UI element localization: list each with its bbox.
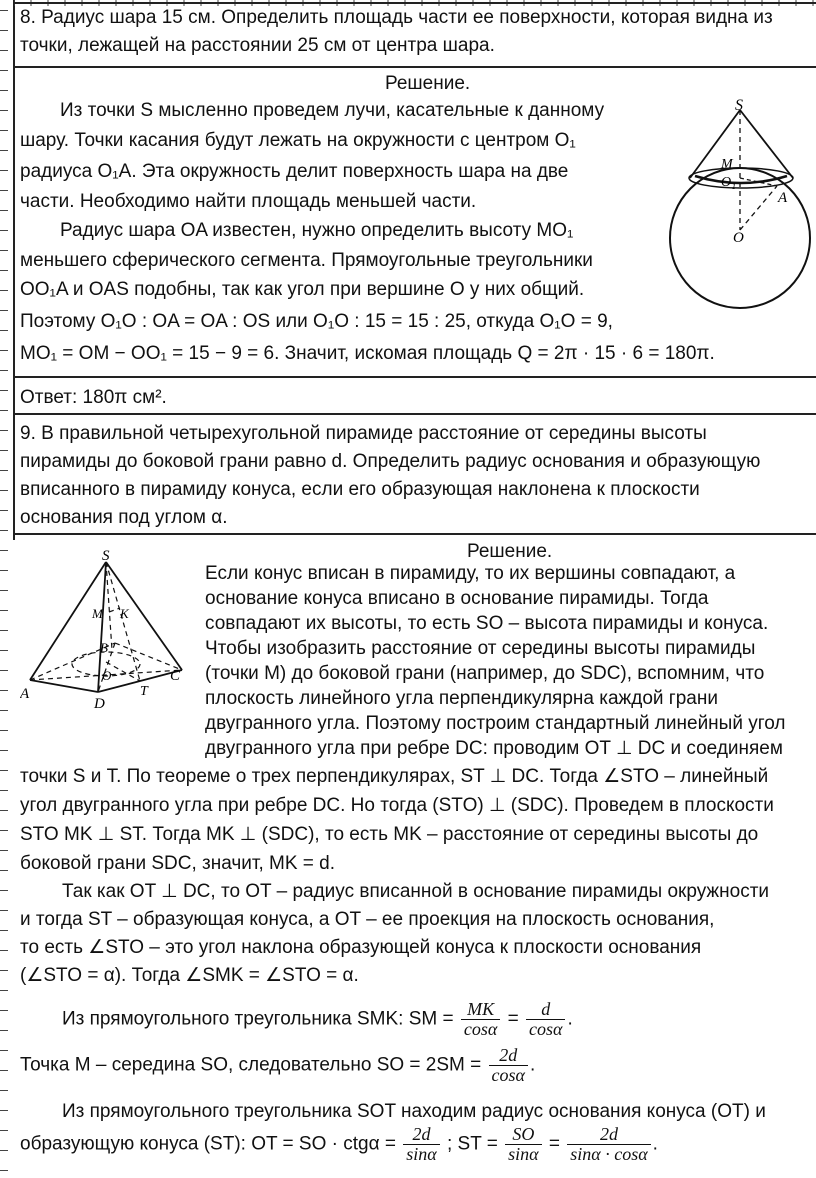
- p9-eq1-frac2: [526, 1000, 565, 1039]
- ruler-tick: [0, 430, 8, 431]
- ruler-tick: [0, 370, 8, 371]
- ruler-tick: [0, 130, 8, 131]
- p9-line-13: Так как OT ⊥ DC, то OT – радиус вписанной в основание пирамиды окружности: [62, 881, 770, 902]
- p8-line-6: меньшего сферического сегмента. Прямоугольные треугольники: [20, 250, 593, 271]
- p9-eq1-den2: cosα: [529, 1018, 563, 1039]
- ruler-tick: [0, 330, 8, 331]
- pyr-label-c: C: [170, 668, 181, 684]
- ruler-tick: [0, 610, 8, 611]
- p9-eq3-text: Из прямоугольного треугольника SOT находим радиус основания конуса (OT) и: [62, 1101, 766, 1122]
- p8-line-4: части. Необходимо найти площадь меньшей части.: [20, 191, 477, 212]
- p8-line-2: шару. Точки касания будут лежать на окружности с центром O₁: [20, 130, 576, 151]
- ruler-tick: [0, 810, 8, 811]
- ruler-tick: [0, 870, 8, 871]
- ruler-tick: [0, 110, 8, 111]
- p8-line-7: OO₁A и OAS подобны, так как угол при вершине O у них общий.: [20, 279, 585, 300]
- p9-eq3-prefix: образующую конуса (ST): OT = SO · ctgα =: [20, 1133, 396, 1155]
- ruler-tick: [0, 530, 8, 531]
- ruler-tick: [0, 390, 8, 391]
- ruler-tick: [0, 790, 8, 791]
- ruler-tick: [0, 550, 8, 551]
- ruler-tick: [0, 510, 8, 511]
- pyr-label-k: K: [120, 606, 129, 621]
- p8-statement-1: 8. Радиус шара 15 см. Определить площадь части ее поверхности, которая видна из: [20, 7, 773, 28]
- p9-divider: [14, 533, 816, 535]
- p9-eq3-den2: sinα: [508, 1143, 539, 1164]
- ruler-tick: [0, 670, 8, 671]
- ruler-tick: [0, 1170, 8, 1171]
- p9-eq1-prefix: Из прямоугольного треугольника SMK: SM =: [62, 1008, 454, 1030]
- sphere-figure: [665, 98, 815, 318]
- ruler-tick: [0, 650, 8, 651]
- ruler-tick: [0, 710, 8, 711]
- p9-eq3-eq: =: [548, 1133, 560, 1155]
- p8-solution-title: Решение.: [385, 73, 471, 94]
- left-ruler: [0, 0, 14, 1178]
- p9-line-9: точки S и T. По теореме о трех перпендикулярах, ST ⊥ DC. Тогда ∠STO – линейный: [20, 766, 769, 787]
- sphere-label-m: M: [721, 157, 733, 172]
- p9-line-2: основание конуса вписано в основание пирамиды. Тогда: [205, 588, 709, 609]
- p9-statement-4: основания под углом α.: [20, 507, 228, 528]
- p9-statement-2: пирамиды до боковой грани равно d. Определить радиус основания и образующую: [20, 451, 761, 472]
- ruler-tick: [0, 1110, 8, 1111]
- ruler-tick: [0, 1070, 8, 1071]
- ruler-tick: [0, 1090, 8, 1091]
- p9-eq2-frac: [489, 1046, 528, 1085]
- ruler-tick: [0, 990, 8, 991]
- p9-eq1-num2: d: [526, 1000, 565, 1020]
- ruler-tick: [0, 150, 8, 151]
- p9-eq2: [20, 1046, 535, 1085]
- p9-eq2-den: cosα: [491, 1064, 525, 1085]
- p9-eq1-eq: =: [507, 1008, 519, 1030]
- p8-answer-divider-bottom: [14, 413, 816, 415]
- ruler-tick: [0, 1050, 8, 1051]
- sphere-label-o1: O₁: [721, 175, 736, 190]
- ruler-tick: [0, 930, 8, 931]
- p8-line-5: Радиус шара OA известен, нужно определить высоту MO₁: [60, 220, 574, 241]
- ruler-tick: [0, 250, 8, 251]
- ruler-tick: [0, 970, 8, 971]
- sphere-label-s: S: [735, 98, 743, 114]
- p8-line-8: Поэтому O₁O : OA = OA : OS или O₁O : 15 = 15 : 25, откуда O₁O = 9,: [20, 311, 613, 332]
- p8-line-3: радиуса O₁A. Эта окружность делит поверхность шара на две: [20, 161, 569, 182]
- ruler-tick: [0, 950, 8, 951]
- p9-eq2-prefix: Точка M – середина SO, следовательно SO = 2SM =: [20, 1054, 482, 1076]
- pyr-label-m: M: [92, 606, 103, 621]
- p9-eq2-num: 2d: [489, 1046, 528, 1066]
- ruler-tick: [0, 630, 8, 631]
- pyr-label-t: T: [140, 684, 148, 699]
- ruler-tick: [0, 730, 8, 731]
- ruler-tick: [0, 570, 8, 571]
- ruler-tick: [0, 450, 8, 451]
- p9-eq3-num1: 2d: [403, 1125, 439, 1145]
- sphere-label-o: O: [733, 230, 744, 246]
- ruler-tick: [0, 410, 8, 411]
- ruler-tick: [0, 750, 8, 751]
- p9-statement-1: 9. В правильной четырехугольной пирамиде расстояние от середины высоты: [20, 423, 707, 444]
- left-border-line: [13, 0, 15, 540]
- p9-statement-3: вписанного в пирамиду конуса, если его образующая наклонена к плоскости: [20, 479, 700, 500]
- ruler-tick: [0, 1030, 8, 1031]
- pyr-label-d: D: [94, 696, 105, 712]
- ruler-tick: [0, 1130, 8, 1131]
- ruler-tick: [0, 690, 8, 691]
- p9-line-15: то есть ∠STO – это угол наклона образующей конуса к плоскости основания: [20, 937, 702, 958]
- p9-eq3-frac2: [505, 1125, 541, 1164]
- p9-eq3-frac3: [567, 1125, 650, 1164]
- ruler-tick: [0, 50, 8, 51]
- ruler-tick: [0, 310, 8, 311]
- p9-line-11: STO MK ⊥ ST. Тогда MK ⊥ (SDC), то есть MK – расстояние от середины высоты до: [20, 824, 759, 845]
- pyr-label-o: O: [102, 668, 112, 683]
- p8-line-9: MO₁ = OM − OO₁ = 15 − 9 = 6. Значит, искомая площадь Q = 2π · 15 · 6 = 180π.: [20, 343, 715, 364]
- ruler-tick: [0, 30, 8, 31]
- p9-eq1: [62, 1000, 573, 1039]
- p8-divider: [14, 66, 816, 68]
- p9-line-16: (∠STO = α). Тогда ∠SMK = ∠STO = α.: [20, 965, 359, 986]
- ruler-tick: [0, 90, 8, 91]
- p9-line-7: двугранного угла. Поэтому построим стандартный линейный угол: [205, 713, 786, 734]
- p9-eq3-den3: sinα · cosα: [570, 1143, 648, 1164]
- ruler-tick: [0, 910, 8, 911]
- p9-line-1: Если конус вписан в пирамиду, то их вершины совпадают, а: [205, 563, 736, 584]
- p9-line-5: (точки M) до боковой грани (например, до SDC), вспомним, что: [205, 663, 765, 684]
- ruler-tick: [0, 830, 8, 831]
- p9-eq3-frac1: [403, 1125, 439, 1164]
- ruler-tick: [0, 170, 8, 171]
- p9-eq3-end: .: [652, 1133, 658, 1155]
- pyr-label-a: A: [20, 686, 30, 702]
- ruler-tick: [0, 10, 8, 11]
- ruler-tick: [0, 70, 8, 71]
- p8-answer: Ответ: 180π см².: [20, 387, 167, 408]
- p8-line-1: Из точки S мысленно проведем лучи, касательные к данному: [60, 100, 605, 121]
- sphere-label-a: A: [778, 190, 788, 206]
- ruler-tick: [0, 770, 8, 771]
- p9-line-10: угол двугранного угла при ребре DC. Но тогда (STO) ⊥ (SDC). Проведем в плоскости: [20, 795, 774, 816]
- ruler-tick: [0, 890, 8, 891]
- ruler-tick: [0, 470, 8, 471]
- ruler-tick: [0, 270, 8, 271]
- ruler-tick: [0, 190, 8, 191]
- ruler-tick: [0, 1150, 8, 1151]
- ruler-tick: [0, 1010, 8, 1011]
- pyramid-figure: [20, 540, 200, 730]
- ruler-tick: [0, 210, 8, 211]
- pyr-label-b: B: [100, 640, 108, 655]
- p9-solution-title: Решение.: [467, 541, 553, 562]
- p8-answer-divider-top: [14, 376, 816, 378]
- p9-eq1-end: .: [567, 1008, 573, 1030]
- p9-line-14: и тогда ST – образующая конуса, а OT – ее проекция на плоскость основания,: [20, 909, 715, 930]
- p9-eq3-num2: SO: [505, 1125, 541, 1145]
- ruler-tick: [0, 490, 8, 491]
- p9-line-6: плоскость линейного угла перпендикулярна каждой грани: [205, 688, 718, 709]
- ruler-tick: [0, 590, 8, 591]
- p9-eq3: [20, 1125, 658, 1164]
- p9-line-12: боковой грани SDC, значит, MK = d.: [20, 853, 336, 874]
- p9-line-4: Чтобы изобразить расстояние от середины высоты пирамиды: [205, 638, 756, 659]
- ruler-tick: [0, 230, 8, 231]
- p9-eq1-frac1: [461, 1000, 500, 1039]
- ruler-tick: [0, 850, 8, 851]
- p9-eq3-mid: ; ST =: [446, 1133, 498, 1155]
- pyr-label-s: S: [102, 548, 110, 564]
- p9-eq1-den1: cosα: [463, 1018, 498, 1039]
- p9-eq1-num1: MK: [461, 1000, 500, 1020]
- ruler-tick: [0, 350, 8, 351]
- p9-line-8: двугранного угла при ребре DC: проводим OT ⊥ DC и соединяем: [205, 738, 783, 759]
- ruler-tick: [0, 290, 8, 291]
- p9-line-3: совпадают их высоты, то есть SO – высота пирамиды и конуса.: [205, 613, 769, 634]
- p9-eq3-den1: sinα: [406, 1143, 437, 1164]
- p9-eq3-num3: 2d: [567, 1125, 650, 1145]
- p9-eq2-end: .: [529, 1054, 536, 1076]
- p8-statement-2: точки, лежащей на расстоянии 25 см от центра шара.: [20, 35, 495, 56]
